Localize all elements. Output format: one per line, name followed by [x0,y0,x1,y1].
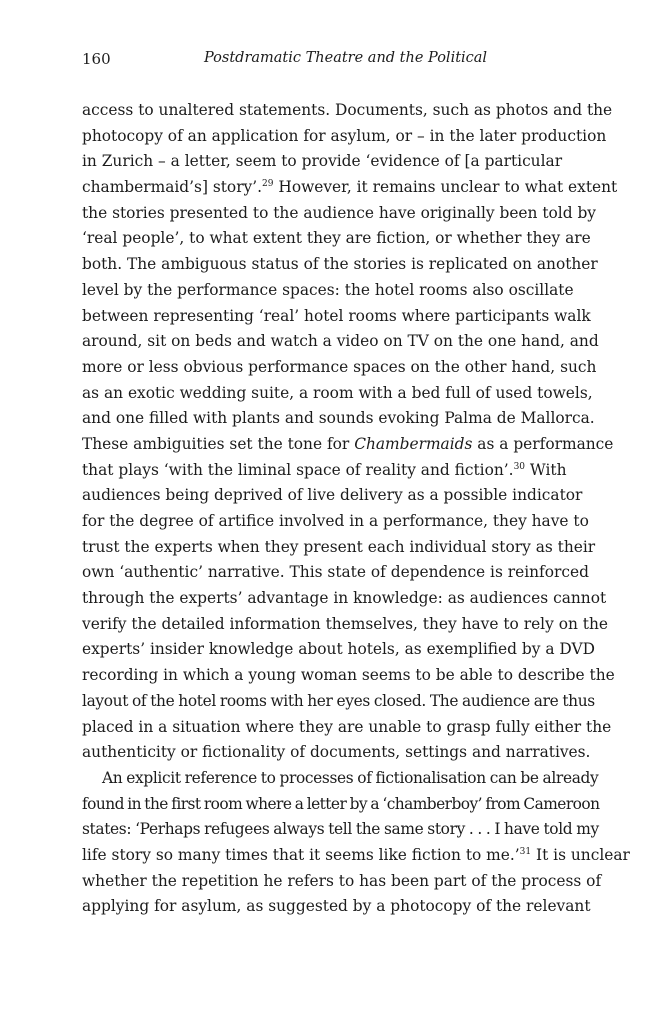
text-fragment: as a performance [472,434,614,453]
text-line: access to unaltered statements. Documents, such as photos and the [82,101,613,119]
text-fragment: life story so many times that it seems like fiction to me.’ [82,845,520,864]
text-line: whether the repetition he refers to has been part of the process of [82,871,602,890]
text-line: trust the experts when they present each individual story as their [82,537,596,556]
text-line: audiences being deprived of live delivery as a possible indicator [82,486,583,505]
text-fragment: With [525,460,567,479]
text-fragment: chambermaid’s] story’. [82,178,263,197]
text-line: An explicit reference to processes of fictionalisation can be already [102,768,599,787]
text-fragment: These ambiguities set the tone for [82,434,355,453]
text-line: through the experts’ advantage in knowledge: as audiences cannot [82,589,607,608]
work-title-chambermaids: Chambermaids [354,434,473,453]
text-line: applying for asylum, as suggested by a photocopy of the relevant [82,897,591,916]
text-line: ‘real people’, to what extent they are fiction, or whether they are [82,229,591,248]
body-text [82,98,630,920]
running-title: Postdramatic Theatre and the Political [204,50,488,66]
text-line [82,432,614,458]
text-line: layout of the hotel rooms with her eyes closed. The audience are thus [82,691,595,710]
text-line: both. The ambiguous status of the stories is replicated on another [82,255,598,274]
page-header [82,50,560,72]
footnote-ref-30: 30 [513,461,526,472]
text-line: states: ‘Perhaps refugees always tell the same story . . . I have told my [82,820,599,839]
text-line: in Zurich – a letter, seem to provide ‘evidence of [a particular [82,152,563,171]
text-line: as an exotic wedding suite, a room with a bed full of used towels, [82,383,593,402]
text-line: placed in a situation where they are unable to grasp fully either the [82,717,612,736]
text-line [82,175,618,201]
text-line: experts’ insider knowledge about hotels, as exemplified by a DVD [82,640,595,659]
text-line: between representing ‘real’ hotel rooms where participants walk [82,306,591,325]
text-line: own ‘authentic’ narrative. This state of dependence is reinforced [82,563,589,582]
text-line: found in the first room where a letter by a ‘chamberboy’ from Cameroon [82,794,600,813]
text-line: authenticity or fictionality of documents, settings and narratives. [82,743,591,762]
footnote-ref-29: 29 [262,179,274,190]
text-fragment: It is unclear [531,845,630,864]
text-line: photocopy of an application for asylum, or – in the later production [82,126,607,145]
text-line [82,843,630,869]
text-line: recording in which a young woman seems to be able to describe the [82,666,615,685]
text-line: for the degree of artifice involved in a performance, they have to [82,512,589,530]
text-line [82,458,567,484]
text-line: the stories presented to the audience have originally been told by [82,203,597,222]
text-fragment: However, it remains unclear to what extent [273,178,618,197]
text-fragment: that plays ‘with the liminal space of reality and fiction’. [82,460,514,479]
text-line: verify the detailed information themselves, they have to rely on the [82,614,608,633]
text-line: and one filled with plants and sounds evoking Palma de Mallorca. [82,409,595,428]
text-line: level by the performance spaces: the hotel rooms also oscillate [82,280,574,299]
text-line: around, sit on beds and watch a video on TV on the one hand, and [82,332,599,351]
footnote-ref-31: 31 [519,846,532,857]
text-line: more or less obvious performance spaces on the other hand, such [82,357,597,376]
page-number: 160 [82,50,111,68]
